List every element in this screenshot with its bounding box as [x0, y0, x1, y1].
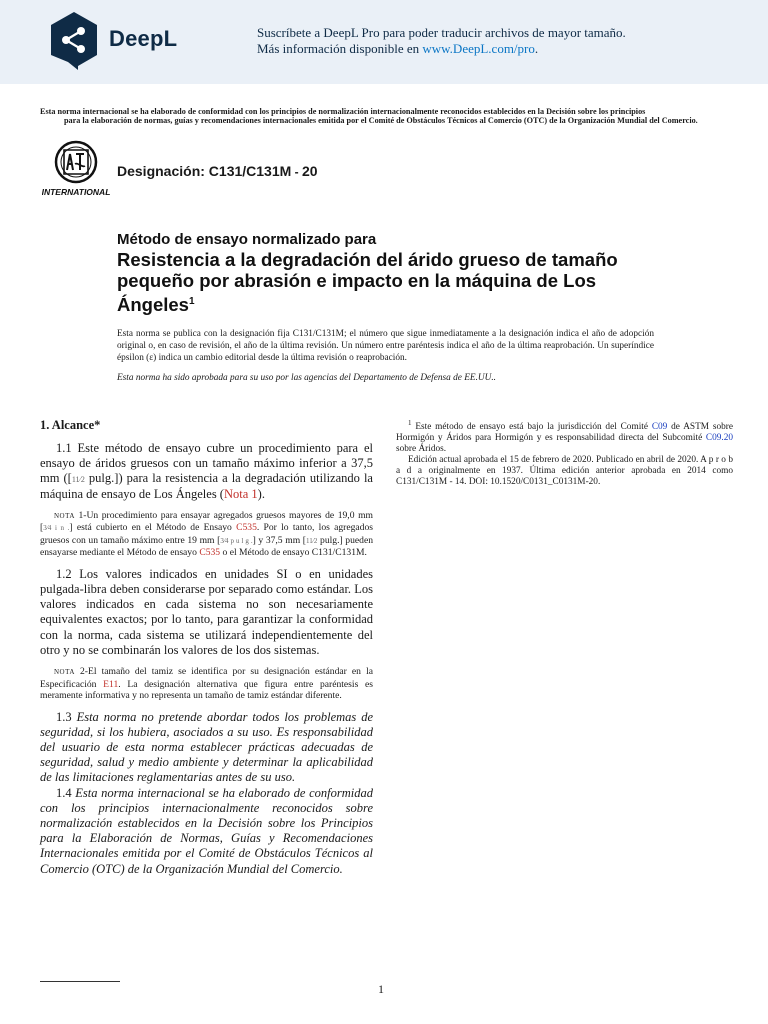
p1-3-number: 1.3 — [56, 709, 77, 724]
p1-4-text: Esta norma internacional se ha elaborado de conformidad con los principios internacionalmente reconocidos sobre normalización establecidos en la Decisión sobre los Principios para la Elaboración de Normas, Guías y Recomendaciones Internacionales emitida por el Comité de Obstáculos Técnicos al Comercio (OTC) de la Organización Mundial del Comercio. — [40, 785, 374, 876]
note-1 — [40, 510, 373, 559]
note-2-text-b: . La designación alternativa que figura entre paréntesis es meramente informativa y no representa un tamaño de tamiz estándar diferente. — [40, 678, 373, 702]
note-1-fraction-1: 3⁄4 i n . — [43, 524, 70, 533]
c0920-link[interactable]: C09.20 — [705, 433, 733, 444]
note-1-fraction-2: 3⁄4 p u l g . — [220, 536, 253, 545]
note-2 — [40, 666, 373, 702]
designation-sep: - — [291, 165, 302, 179]
deepl-banner — [0, 0, 768, 84]
note-1-text-f: o el Método de ensayo C131/C131M. — [220, 547, 367, 559]
deepl-logo-icon[interactable] — [48, 10, 100, 70]
designation — [117, 163, 318, 179]
c535-link-1[interactable]: C535 — [236, 522, 257, 534]
footnote-1-text-a: Este método de ensayo está bajo la jurisdicción del Comité — [411, 422, 652, 433]
p1-1-fraction: 11⁄2 — [71, 475, 85, 485]
note-1-text-b: ] está cubierto en el Método de Ensayo — [69, 522, 237, 534]
p1-3-text: Esta norma no pretende abordar todos los problemas de seguridad, si los hubiera, asociados a su uso. Es responsabilidad del usuario de esta norma establecer prácticas adecuadas de seguridad, salud y medio ambiente y determinar la aplicabilidad de las limitaciones reglamentarias antes de su uso. — [40, 709, 373, 785]
p1-1-text-a: 1.1 Este método de ensayo cubre un procedimiento para el ensayo de áridos gruesos con un tamaño máximo inferior a 37,5 mm ([ — [40, 441, 373, 486]
intro-line-2: para la elaboración de normas, guías y recomendaciones internacionales emitida por el Comité de Obstáculos Técnicos al Comercio (OTC) de la Organización Mundial del Comercio. — [64, 116, 698, 125]
note-1-label: NOTA — [54, 511, 75, 520]
paragraph-1-1 — [40, 441, 373, 502]
note-1-text-d: ] y 37,5 mm [ — [252, 534, 306, 546]
astm-logo-text: INTERNATIONAL — [42, 187, 110, 197]
designation-label: Designación: C131/C131M — [117, 163, 292, 179]
footnote-1-text-c: sobre Áridos. — [396, 444, 447, 455]
dod-approval-note: Esta norma ha sido aprobada para su uso por las agencias del Departamento de Defensa de EE.UU.. — [117, 373, 496, 383]
promo-line-2-suffix: . — [534, 41, 539, 56]
deepl-promo-text — [257, 25, 626, 57]
c09-link[interactable]: C09 — [651, 422, 668, 433]
note-1-text-c: . Por lo tanto, los agregados gruesos con un tamaño máximo entre 19 mm [ — [40, 522, 373, 546]
designation-year: 20 — [301, 163, 318, 179]
title-prefix: Método de ensayo normalizado para — [117, 231, 377, 248]
p1-4-number: 1.4 — [56, 785, 76, 800]
intro-line-1: Esta norma internacional se ha elaborado de conformidad con los principios de normalización internacionalmente reconocidos establecidos en la Decisión sobre los principios — [40, 107, 646, 116]
wto-intro-statement — [40, 107, 736, 125]
footnote-rule — [40, 981, 120, 982]
paragraph-1-4 — [40, 786, 373, 877]
e11-link[interactable]: E11 — [103, 678, 119, 690]
title-footnote-ref[interactable]: 1 — [188, 296, 195, 307]
footnote-1-marker: 1 — [408, 419, 412, 427]
p1-1-text-b: pulg.]) para la resistencia a la degradación utilizando la máquina de ensayo de Los Ángeles ( — [40, 471, 373, 501]
paragraph-1-3 — [40, 710, 373, 786]
footnotes — [396, 418, 733, 488]
deepl-brand-name[interactable]: DeepL — [109, 26, 178, 51]
page-number: 1 — [378, 982, 384, 996]
footnote-1 — [396, 418, 733, 455]
promo-line-2-prefix: Más información disponible en — [257, 41, 423, 56]
note-1-link[interactable]: Nota 1 — [223, 486, 258, 501]
title-main: Resistencia a la degradación del árido grueso de tamaño pequeño por abrasión e impacto en la máquina de Los Ángeles — [117, 249, 618, 316]
deepl-pro-link[interactable]: www.DeepL.com/pro — [422, 41, 535, 56]
c535-link-2[interactable]: C535 — [199, 547, 221, 559]
footnote-1-text-b: de ASTM sobre Hormigón y Áridos para Hormigón y es responsabilidad directa del Subcomité — [396, 422, 734, 444]
astm-logo-icon — [42, 140, 110, 198]
p1-1-text-c: ). — [257, 486, 265, 501]
note-2-label: NOTA — [54, 668, 75, 677]
left-column — [40, 418, 373, 877]
note-1-fraction-3: 11⁄2 — [305, 536, 318, 545]
paragraph-1-2: 1.2 Los valores indicados en unidades SI o en unidades pulgada-libra deben considerarse por separado como estándar. Los valores indicados en cada sistema no son necesariamente equivalentes exactos; por lo tanto, para garantizar la conformidad con la norma, cada sistema se utilizará independientemente del otro y no se combinarán los valores de los dos sistemas. — [40, 566, 373, 657]
promo-line-1: Suscríbete a DeepL Pro para poder traducir archivos de mayor tamaño. — [257, 25, 626, 40]
standard-title — [117, 231, 637, 315]
designation-notice: Esta norma se publica con la designación fija C131/C131M; el número que sigue inmediatamente a la designación indica el año de adopción original o, en caso de revisión, el año de la última revisión. Un número entre paréntesis indica el año de la última reaprobación. Un superíndice épsilon (ε) indica un cambio editorial desde la última revisión o reaprobación. — [117, 329, 654, 363]
footnote-edition: Edición actual aprobada el 15 de febrero de 2020. Publicado en abril de 2020. A p r o b a d a originalmente en 1937. Última edición anterior aprobada en 2014 como C131/C131M - 14. DOI: 10.1520/C0131_C0131M-20. — [396, 455, 733, 488]
note-1-text-e: pulg.] pueden ensayarse mediante el Método de ensayo — [40, 534, 374, 559]
note-2-text-a: 2-El tamaño del tamiz se identifica por su designación estándar en la Especificación — [40, 666, 373, 690]
section-heading-scope: 1. Alcance* — [40, 418, 101, 432]
note-1-text-a: 1-Un procedimiento para ensayar agregados gruesos mayores de 19,0 mm [ — [40, 509, 373, 534]
